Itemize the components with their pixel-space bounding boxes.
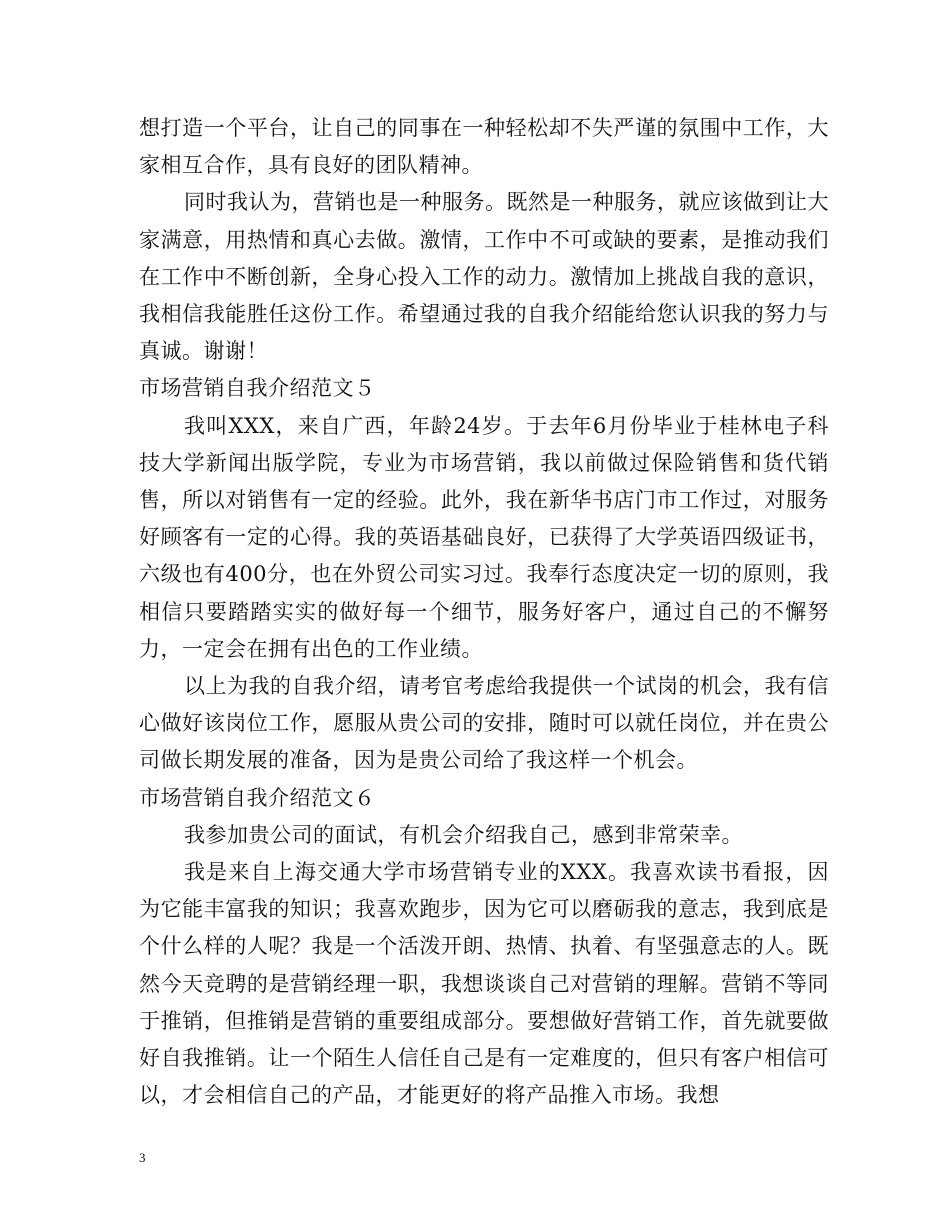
page-number: 3 [139,1150,146,1165]
paragraph-6: 我是来自上海交通大学市场营销专业的XXX。我喜欢读书看报，因为它能丰富我的知识；我喜欢跑步，因为它可以磨砺我的意志，我到底是个什么样的人呢？我是一个活泼开朗、热情、执着、有坚强意志的人。既然今天竞聘的是营销经理一职，我想谈谈自己对营销的理解。营销不等同于推销，但推销是营销的重要组成部分。要想做好营销工作，首先就要做好自我推销。让一个陌生人信任自己是有一定难度的，但只有客户相信可以，才会相信自己的产品，才能更好的将产品推入市场。我想 [139,860,829,1108]
section-heading-6: 市场营销自我介绍范文６ [139,785,376,810]
section-heading-5: 市场营销自我介绍范文５ [139,376,376,401]
paragraph-1: 想打造一个平台，让自己的同事在一种轻松却不失严谨的氛围中工作，大家相互合作，具有良好的团队精神。 [139,116,829,178]
paragraph-3: 我叫XXX，来自广西，年龄24岁。于去年6月份毕业于桂林电子科技大学新闻出版学院，专业为市场营销，我以前做过保险销售和货代销售，所以对销售有一定的经验。此外，我在新华书店门市工作过，对服务好顾客有一定的心得。我的英语基础良好，已获得了大学英语四级证书，六级也有400分，也在外贸公司实习过。我奉行态度决定一切的原则，我相信只要踏踏实实的做好每一个细节，服务好客户，通过自己的不懈努力，一定会在拥有出色的工作业绩。 [139,413,829,661]
paragraph-5: 我参加贵公司的面试，有机会介绍我自己，感到非常荣幸。 [184,822,743,847]
paragraph-2: 同时我认为，营销也是一种服务。既然是一种服务，就应该做到让大家满意，用热情和真心去做。激情，工作中不可或缺的要素，是推动我们在工作中不断创新，全身心投入工作的动力。激情加上挑战自我的意识，我相信我能胜任这份工作。希望通过我的自我介绍能给您认识我的努力与真诚。谢谢！ [139,190,829,364]
paragraph-4: 以上为我的自我介绍，请考官考虑给我提供一个试岗的机会，我有信心做好该岗位工作，愿服从贵公司的安排，随时可以就任岗位，并在贵公司做长期发展的准备，因为是贵公司给了我这样一个机会。 [139,674,829,773]
document-page [139,110,829,1114]
